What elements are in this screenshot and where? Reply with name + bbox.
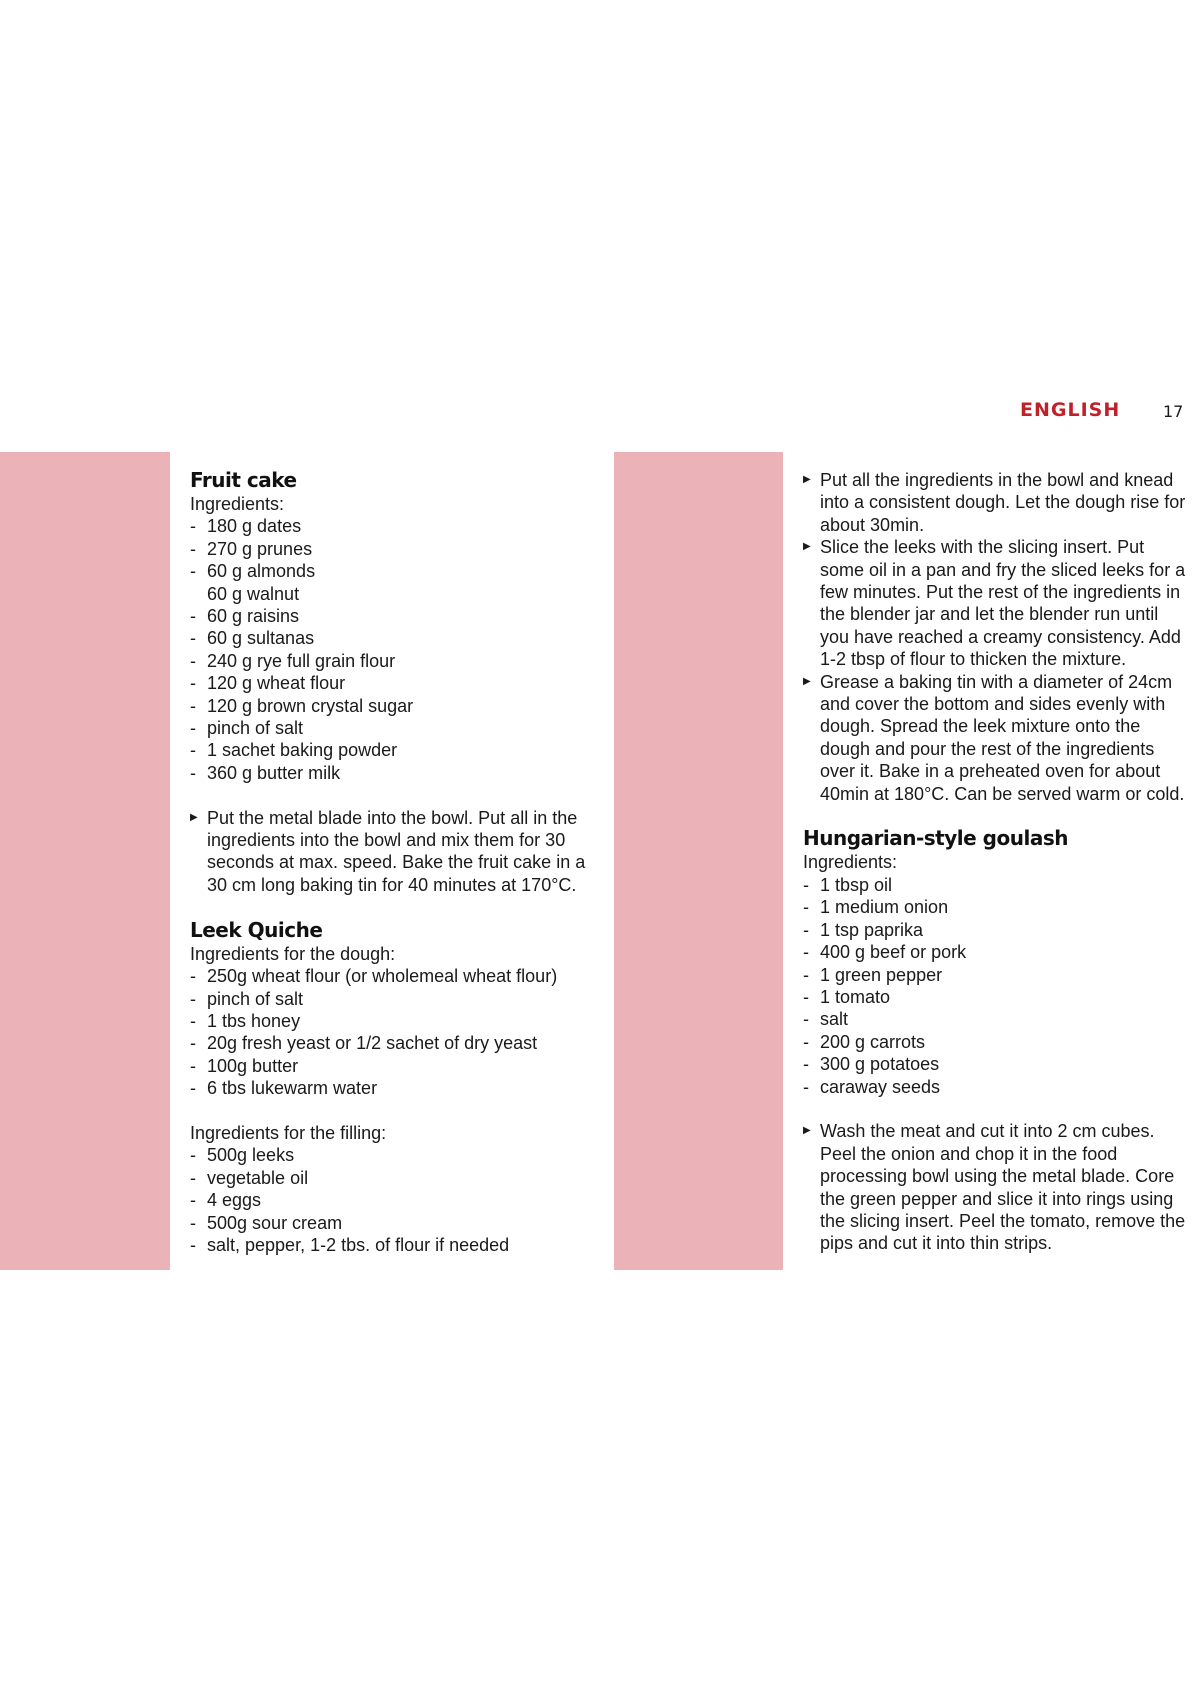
step-text: Put all the ingredients in the bowl and knead into a consistent dough. Let the dough rise for about 30min.	[820, 470, 1186, 535]
dough-ingredient-list	[190, 965, 590, 1099]
list-item: - 300 g potatoes	[803, 1053, 1192, 1075]
step-text: Slice the leeks with the slicing insert. Put some oil in a pan and fry the sliced leeks for a few minutes. Put the rest of the ingredients in the blender jar and let the blender run until you have reached a creamy consistency. Add 1-2 tbsp of flour to thicken the mixture.	[820, 537, 1186, 670]
list-item: - 60 g almonds	[190, 560, 590, 582]
list-item: - salt, pepper, 1-2 tbs. of flour if needed	[190, 1234, 590, 1256]
list-item: - 1 medium onion	[803, 896, 1192, 918]
instruction-step	[803, 1120, 1192, 1254]
list-item: - 400 g beef or pork	[803, 941, 1192, 963]
instruction-step	[803, 671, 1192, 805]
list-item: - 6 tbs lukewarm water	[190, 1077, 590, 1099]
list-item: - 60 g raisins	[190, 605, 590, 627]
list-item: - 1 tbs honey	[190, 1010, 590, 1032]
filling-label: Ingredients for the filling:	[190, 1122, 387, 1143]
list-item: - 4 eggs	[190, 1189, 590, 1211]
list-item: - 60 g sultanas	[190, 627, 590, 649]
list-item: - 20g fresh yeast or 1/2 sachet of dry yeast	[190, 1032, 590, 1054]
left-column	[190, 469, 590, 1256]
leek-quiche-recipe	[190, 919, 590, 1257]
list-item: - 200 g carrots	[803, 1031, 1192, 1053]
ingredients-label: Ingredients:	[803, 852, 898, 873]
list-item: - 500g sour cream	[190, 1212, 590, 1234]
language-heading: ENGLISH	[1020, 399, 1121, 421]
list-item: - 180 g dates	[190, 515, 590, 537]
leek-quiche-instructions	[803, 469, 1192, 805]
list-item: - vegetable oil	[190, 1167, 590, 1189]
list-item: 60 g walnut	[207, 583, 300, 604]
step-text: Grease a baking tin with a diameter of 24cm and cover the bottom and sides evenly with dough. Spread the leek mixture onto the dough and pour the rest of the ingredients over it. Bake in a preheated oven for about 40min at 180°C. Can be served warm or cold.	[820, 671, 1185, 804]
list-item: - pinch of salt	[190, 717, 590, 739]
list-item: - 100g butter	[190, 1055, 590, 1077]
list-item: - 1 green pepper	[803, 964, 1192, 986]
right-column	[803, 469, 1192, 1255]
ingredient-list	[803, 874, 1192, 1098]
page-number: 17	[1163, 402, 1184, 421]
list-item: - 240 g rye full grain flour	[190, 650, 590, 672]
recipe-title: Hungarian-style goulash	[803, 826, 1068, 851]
ingredient-list	[190, 515, 590, 784]
triangle-right-icon: ▶	[803, 541, 811, 553]
list-item: - pinch of salt	[190, 988, 590, 1010]
recipe-title: Fruit cake	[190, 468, 297, 492]
instruction-step	[190, 807, 590, 897]
list-item: - caraway seeds	[803, 1076, 1192, 1098]
center-margin-band	[614, 452, 783, 1270]
list-item: - 250g wheat flour (or wholemeal wheat flour)	[190, 965, 590, 987]
list-item: - salt	[803, 1008, 1192, 1030]
list-item: - 1 sachet baking powder	[190, 739, 590, 761]
triangle-right-icon: ▶	[803, 1125, 811, 1137]
list-item: - 1 tsp paprika	[803, 919, 1192, 941]
triangle-right-icon: ▶	[803, 675, 811, 687]
instruction-step	[803, 536, 1192, 670]
list-item: - 270 g prunes	[190, 538, 590, 560]
ingredients-label: Ingredients:	[190, 494, 285, 514]
triangle-right-icon: ▶	[803, 474, 811, 485]
recipe-title: Leek Quiche	[190, 917, 323, 942]
filling-ingredient-list	[190, 1144, 590, 1256]
fruit-cake-recipe	[190, 469, 590, 896]
list-item: - 360 g butter milk	[190, 762, 590, 784]
goulash-recipe	[803, 827, 1192, 1254]
step-text: Put the metal blade into the bowl. Put all in the ingredients into the bowl and mix them for 30 seconds at max. speed. Bake the fruit cake in a 30 cm long baking tin for 40 minutes at 170°C.	[207, 807, 586, 895]
left-margin-band	[0, 452, 170, 1270]
step-text: Wash the meat and cut it into 2 cm cubes. Peel the onion and chop it in the food processing bowl using the metal blade. Core the green pepper and slice it into rings using the slicing insert. Peel the tomato, remove the pips and cut it into thin strips.	[820, 1121, 1186, 1254]
list-item: - 500g leeks	[190, 1144, 590, 1166]
list-item: - 120 g wheat flour	[190, 672, 590, 694]
triangle-right-icon: ▶	[190, 811, 198, 823]
instruction-step	[803, 469, 1192, 536]
list-item: - 120 g brown crystal sugar	[190, 695, 590, 717]
list-item: - 1 tbsp oil	[803, 874, 1192, 896]
list-item: - 1 tomato	[803, 986, 1192, 1008]
dough-label: Ingredients for the dough:	[190, 943, 396, 964]
